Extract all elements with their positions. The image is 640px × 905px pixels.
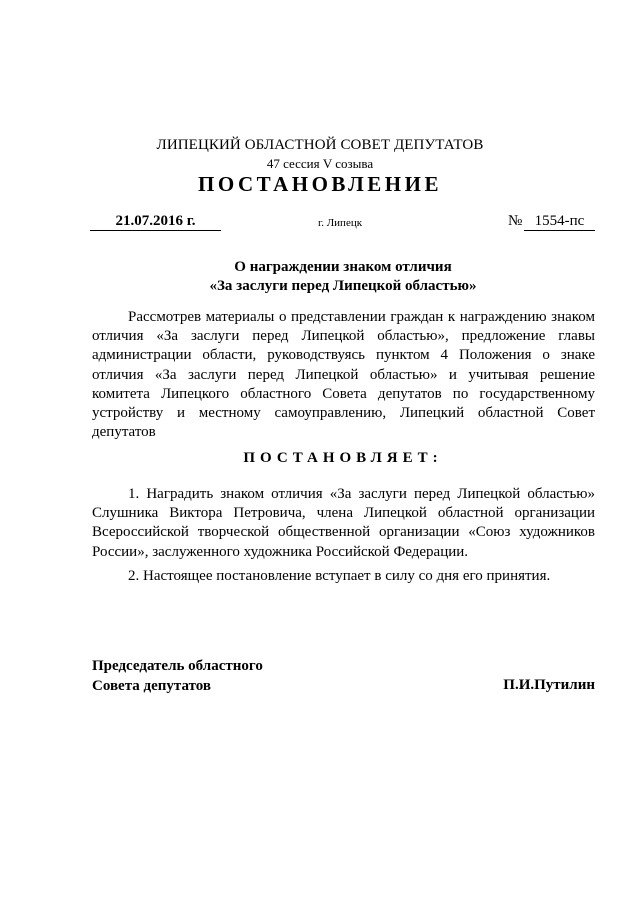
decree-item-2: 2. Настоящее постановление вступает в силу со дня его принятия. bbox=[128, 568, 551, 584]
organization-name: ЛИПЕЦКИЙ ОБЛАСТНОЙ СОВЕТ ДЕПУТАТОВ bbox=[156, 137, 484, 153]
decree-item-1: 1. Наградить знаком отличия «За заслуги перед Липецкой областью» Слушника Виктора Петровича, члена Липецкой областной организации Всероссийской творческой общественной организации «Союз художников России», заслуженного художника Российской Федерации. bbox=[92, 486, 595, 560]
session-label: 47 сессия V созыва bbox=[266, 156, 374, 171]
document-subject bbox=[0, 258, 640, 296]
subject-line-1: О награждении знаком отличия bbox=[234, 259, 452, 275]
subject-line-2: «За заслуги перед Липецкой областью» bbox=[209, 278, 477, 294]
decree-heading: ПОСТАНОВЛЯЕТ: bbox=[243, 450, 443, 466]
document-date: 21.07.2016 г. bbox=[90, 212, 221, 231]
number-sign: № bbox=[508, 213, 523, 229]
signatory-name: П.И.Путилин bbox=[503, 677, 595, 693]
signatory-title-line-1: Председатель областного bbox=[92, 658, 263, 674]
signatory-title bbox=[92, 657, 263, 696]
document-city: г. Липецк bbox=[317, 217, 363, 229]
preamble-paragraph: Рассмотрев материалы о представлении граждан к награждению знаком отличия «За заслуги перед Липецкой областью», предложение главы администрации области, руководствуясь пунктом 4 Положения о знаке отличия «За заслуги перед Липецкой областью» и учитывая решение комитета Липецкого областного Совета депутатов по государственному устройству и местному самоуправлению, Липецкий областной Совет депутатов bbox=[92, 309, 595, 441]
signatory-title-line-2: Совета депутатов bbox=[92, 677, 211, 694]
document-type-title: ПОСТАНОВЛЕНИЕ bbox=[198, 172, 442, 196]
document-number: 1554-пс bbox=[524, 212, 595, 231]
